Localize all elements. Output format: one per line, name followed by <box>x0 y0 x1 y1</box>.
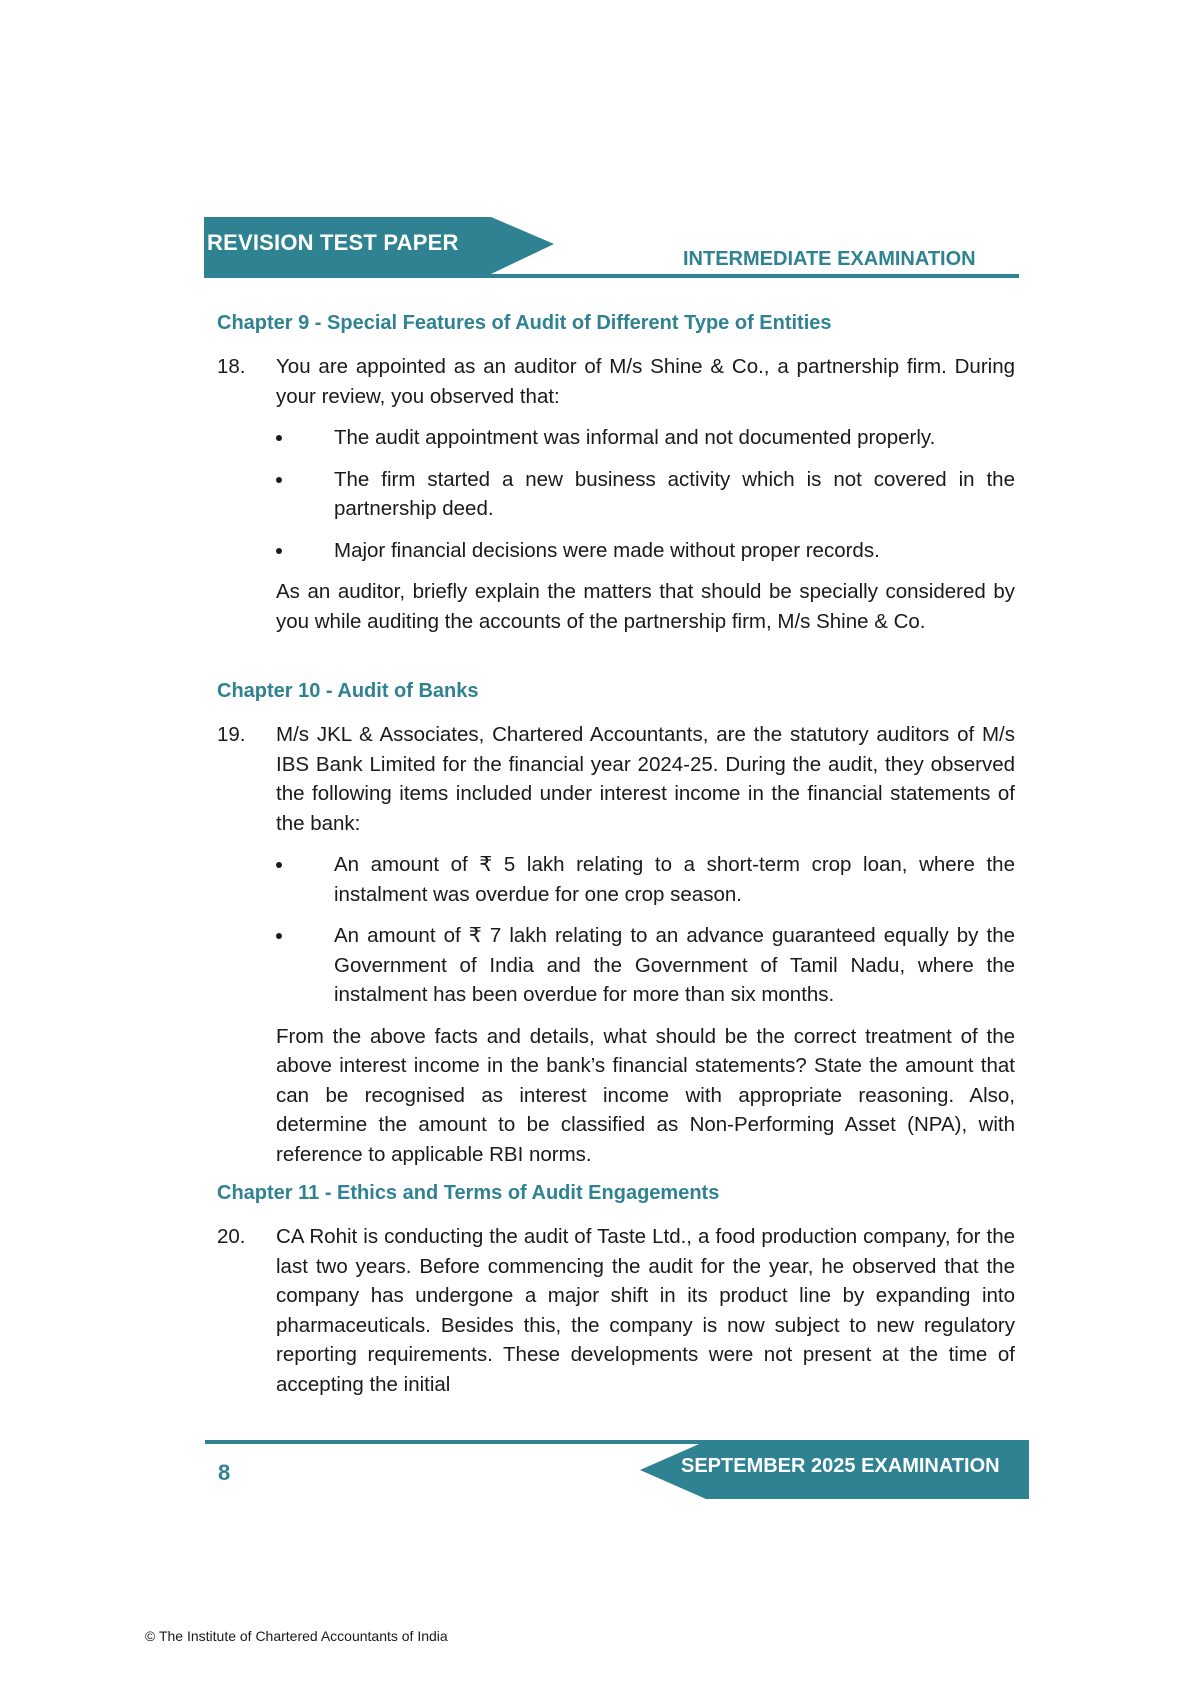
question-18 <box>217 352 1015 636</box>
bullet-icon <box>276 933 282 939</box>
chapter-11-title: Chapter 11 - Ethics and Terms of Audit Engagements <box>217 1182 720 1204</box>
chapter-10-title: Chapter 10 - Audit of Banks <box>217 680 479 702</box>
question-20 <box>217 1222 1015 1399</box>
list-item: The audit appointment was informal and not documented properly. <box>276 423 1015 453</box>
question-number: 20. <box>217 1225 246 1248</box>
question-intro: You are appointed as an auditor of M/s Shine & Co., a partnership firm. During your review, you observed that: <box>276 355 1015 408</box>
bullet-icon <box>276 435 282 441</box>
question-closing: As an auditor, briefly explain the matters that should be specially considered by you while auditing the accounts of the partnership firm, M/s Shine & Co. <box>276 580 1015 633</box>
bullet-icon <box>276 548 282 554</box>
list-item: The firm started a new business activity which is not covered in the partnership deed. <box>276 465 1015 524</box>
header-exam-label: INTERMEDIATE EXAMINATION <box>683 248 976 270</box>
question-number: 18. <box>217 355 246 378</box>
header-rule <box>204 274 1019 278</box>
list-item: An amount of ₹ 7 lakh relating to an advance guaranteed equally by the Government of India and the Government of Tamil Nadu, where the instalment has been overdue for more than six months. <box>276 921 1015 1010</box>
question-closing: From the above facts and details, what should be the correct treatment of the above interest income in the bank’s financial statements? State the amount that can be recognised as interest income with appropriate reasoning. Also, determine the amount to be classified as Non-Performing Asset (NPA), with reference to applicable RBI norms. <box>276 1024 1015 1166</box>
question-number: 19. <box>217 723 246 746</box>
copyright-notice: © The Institute of Chartered Accountants of India <box>145 1628 448 1644</box>
list-item: Major financial decisions were made without proper records. <box>276 536 1015 566</box>
chapter-9-title: Chapter 9 - Special Features of Audit of Different Type of Entities <box>217 312 832 334</box>
header-banner-label: REVISION TEST PAPER <box>207 230 459 255</box>
question-intro: CA Rohit is conducting the audit of Taste Ltd., a food production company, for the last two years. Before commencing the audit for the year, he observed that the company has undergone a major shift in its product line by expanding into pharmaceuticals. Besides this, the company is now subject to new regulatory reporting requirements. These developments were not present at the time of accepting the initial <box>276 1225 1015 1396</box>
list-item: An amount of ₹ 5 lakh relating to a short-term crop loan, where the instalment was overdue for one crop season. <box>276 850 1015 909</box>
page-number: 8 <box>218 1460 231 1485</box>
bullet-list <box>276 850 1015 1010</box>
question-intro: M/s JKL & Associates, Chartered Accountants, are the statutory auditors of M/s IBS Bank Limited for the financial year 2024-25. During the audit, they observed the following items included under interest income in the financial statements of the bank: <box>276 723 1015 835</box>
bullet-icon <box>276 862 282 868</box>
bullet-list <box>276 423 1015 565</box>
bullet-icon <box>276 477 282 483</box>
footer-exam-label: SEPTEMBER 2025 EXAMINATION <box>681 1455 1000 1477</box>
question-19 <box>217 720 1015 1169</box>
